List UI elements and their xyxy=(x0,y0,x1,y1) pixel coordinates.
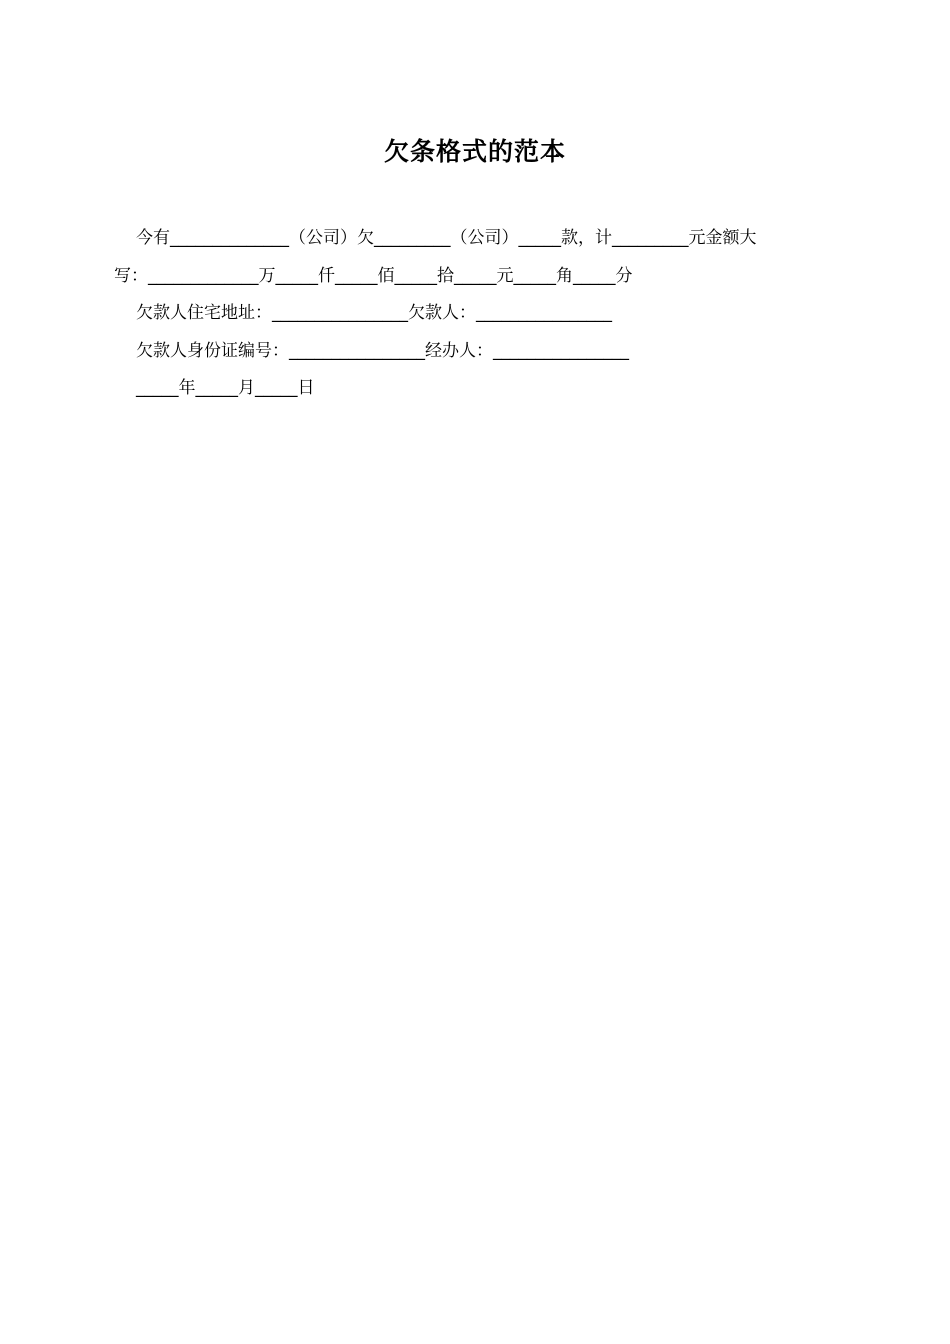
amount-in-words-line: 写：_____________万_____仟_____佰_____拾_____元_____角_____分 xyxy=(114,266,633,286)
debtor-address-line: 欠款人住宅地址：________________欠款人：________________ xyxy=(136,303,612,323)
document-title: 欠条格式的范本 xyxy=(383,137,566,166)
iou-debtor-line: 今有______________（公司）欠_________（公司）_____款，计_________元金额大 xyxy=(136,228,757,248)
date-line: _____年_____月_____日 xyxy=(136,378,315,398)
debtor-id-line: 欠款人身份证编号：________________经办人：________________ xyxy=(136,341,629,361)
